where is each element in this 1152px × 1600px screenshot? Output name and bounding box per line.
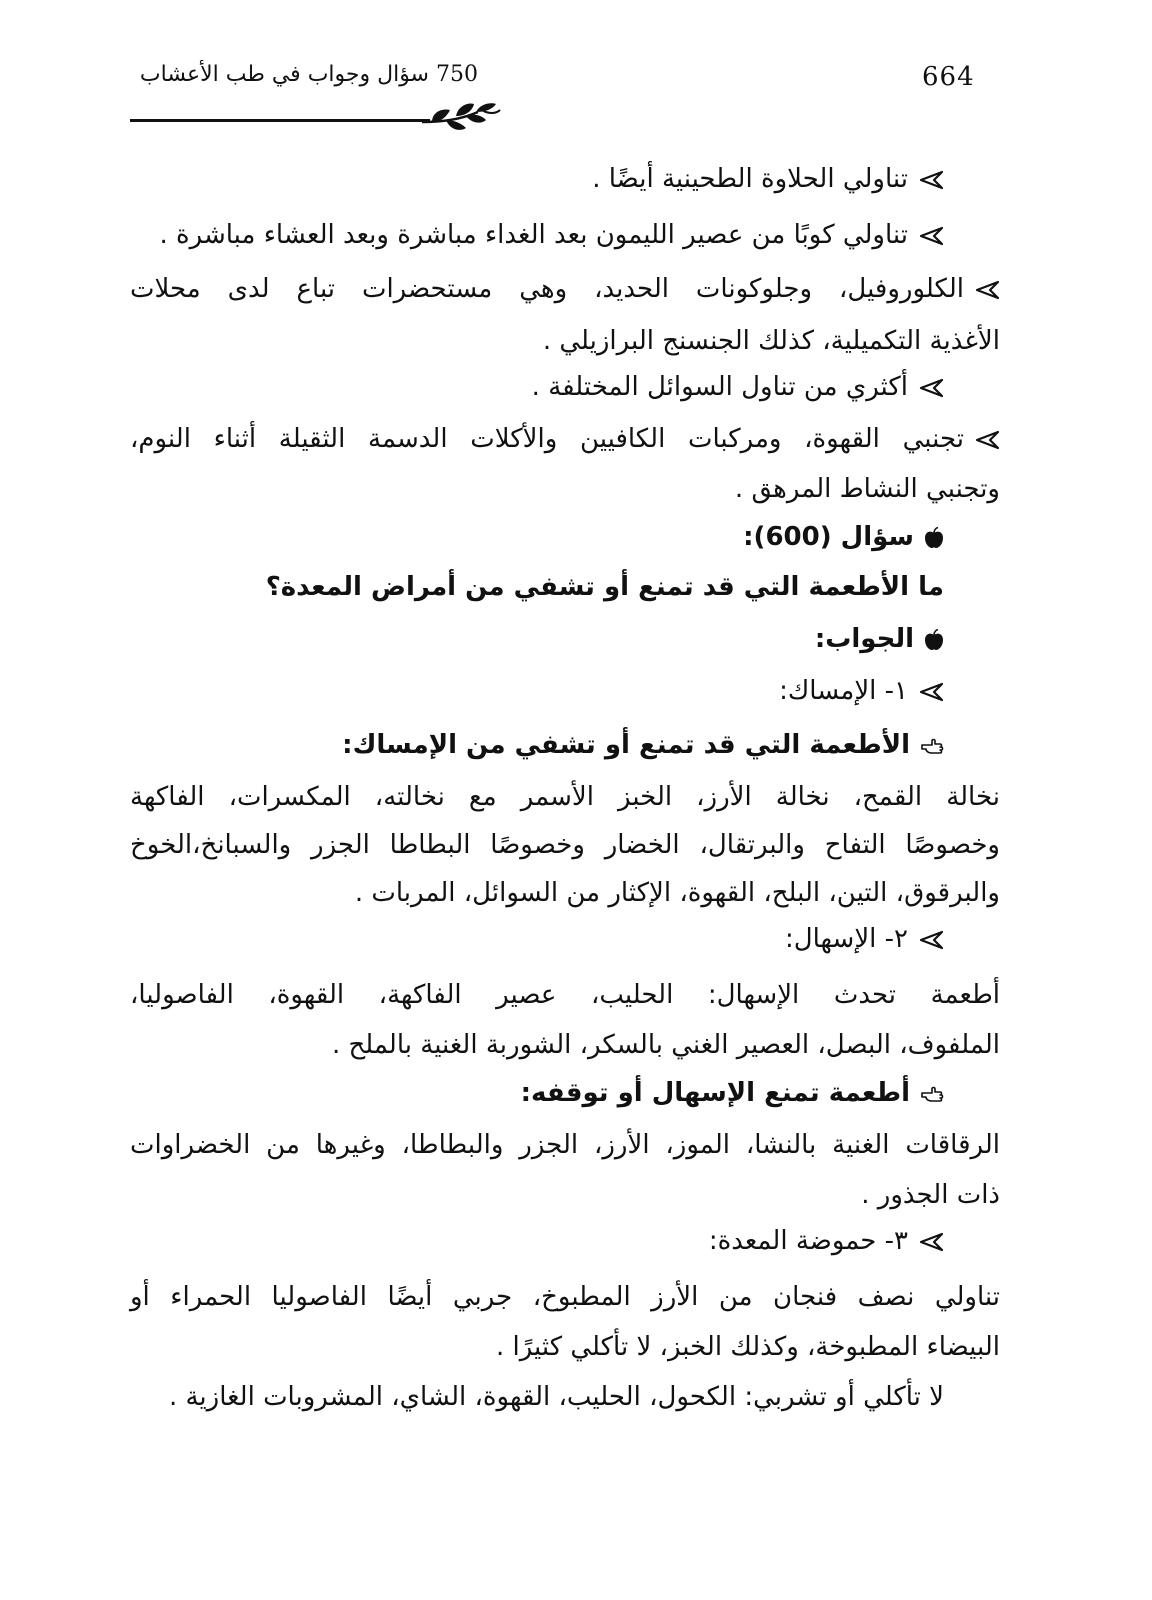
arrowhead-bullet-icon: [918, 1232, 944, 1252]
arrowhead-bullet-icon: [918, 930, 944, 950]
line-text: تجنبي القهوة، ومركبات الكافيين والأكلات الدسمة الثقيلة أثناء النوم،: [130, 424, 964, 454]
line-text: تناولي كوبًا من عصير الليمون بعد الغداء مباشرة وبعد العشاء مباشرة .: [159, 220, 908, 250]
bullet-line-lemon: [159, 220, 944, 250]
running-title-text: سؤال وجواب في طب الأعشاب: [139, 62, 429, 87]
running-title-number: 750: [436, 62, 478, 87]
bullet-line-avoid-coffee: [130, 424, 1000, 454]
paragraph-line: البيضاء المطبوخة، وكذلك الخبز، لا تأكلي كثيرًا .: [495, 1332, 1000, 1362]
section-title: ٢- الإسهال:: [784, 924, 908, 954]
line-text: أكثري من تناول السوائل المختلفة .: [531, 372, 908, 402]
paragraph-line: الرقاقات الغنية بالنشا، الموز، الأرز، الجزر والبطاطا، وغيرها من الخضراوات: [130, 1130, 1000, 1160]
page-header: [0, 0, 1152, 140]
pointing-hand-icon: [920, 1084, 944, 1104]
paragraph-line: أطعمة تحدث الإسهال: الحليب، عصير الفاكهة، القهوة، الفاصوليا،: [130, 980, 1000, 1010]
subheading-diarrhea-stop: [521, 1078, 944, 1108]
subheading-constipation-foods: [342, 730, 944, 760]
paragraph-line: وخصوصًا التفاح والبرتقال، الخضار وخصوصًا البطاطا الجزر والسبانخ،الخوخ: [130, 830, 1000, 860]
paragraph-line: الملفوف، البصل، العصير الغني بالسكر، الشوربة الغنية بالملح .: [331, 1030, 1000, 1060]
line-text: تناولي الحلاوة الطحينية أيضًا .: [592, 164, 908, 194]
section-heading-diarrhea: [785, 924, 944, 954]
bullet-line-halawa: [592, 164, 944, 194]
question-label: [743, 522, 944, 552]
arrowhead-bullet-icon: [918, 378, 944, 398]
line-text: الكلوروفيل، وجلوكونات الحديد، وهي مستحضرات تباع لدى محلات: [130, 274, 964, 304]
subheading-text: أطعمة تمنع الإسهال أو توقفه:: [520, 1078, 910, 1108]
bullet-line-chlorophyll: [130, 274, 1000, 304]
arrowhead-bullet-icon: [974, 280, 1000, 300]
paragraph-line: نخالة القمح، نخالة الأرز، الخبز الأسمر مع نخالته، المكسرات، الفاكهة: [130, 782, 1000, 812]
paragraph-line: والبرقوق، التين، البلح، القهوة، الإكثار من السوائل، المربات .: [354, 878, 1000, 908]
apple-icon: [924, 527, 944, 549]
arrowhead-bullet-icon: [918, 226, 944, 246]
continuation-line: وتجنبي النشاط المرهق .: [734, 474, 1000, 504]
section-heading-constipation: [779, 676, 944, 706]
arrowhead-bullet-icon: [974, 430, 1000, 450]
section-heading-heartburn: [709, 1226, 944, 1256]
paragraph-line: تناولي نصف فنجان من الأرز المطبوخ، جربي أيضًا الفاصوليا الحمراء أو: [130, 1282, 1000, 1312]
page-number: 664: [922, 62, 975, 92]
arrowhead-bullet-icon: [918, 682, 944, 702]
answer-label: [815, 624, 944, 654]
pointing-hand-icon: [920, 736, 944, 756]
paragraph-line: لا تأكلي أو تشربي: الكحول، الحليب، القهوة، الشاي، المشروبات الغازية .: [168, 1382, 944, 1412]
question-text: ما الأطعمة التي قد تمنع أو تشفي من أمراض المعدة؟: [265, 572, 944, 602]
arrowhead-bullet-icon: [918, 170, 944, 190]
section-title: ١- الإمساك:: [779, 676, 908, 706]
question-number: سؤال (600):: [743, 522, 914, 552]
bullet-line-fluids: [532, 372, 944, 402]
running-title: [139, 62, 478, 87]
continuation-line: الأغذية التكميلية، كذلك الجنسنج البرازيلي .: [542, 326, 1000, 356]
paragraph-line: ذات الجذور .: [861, 1180, 1000, 1210]
leaf-ornament-icon: [420, 96, 502, 136]
answer-label-text: الجواب:: [814, 624, 914, 654]
subheading-text: الأطعمة التي قد تمنع أو تشفي من الإمساك:: [342, 730, 910, 760]
header-rule: [130, 119, 430, 122]
apple-icon: [924, 629, 944, 651]
section-title: ٣- حموضة المعدة:: [708, 1226, 908, 1256]
